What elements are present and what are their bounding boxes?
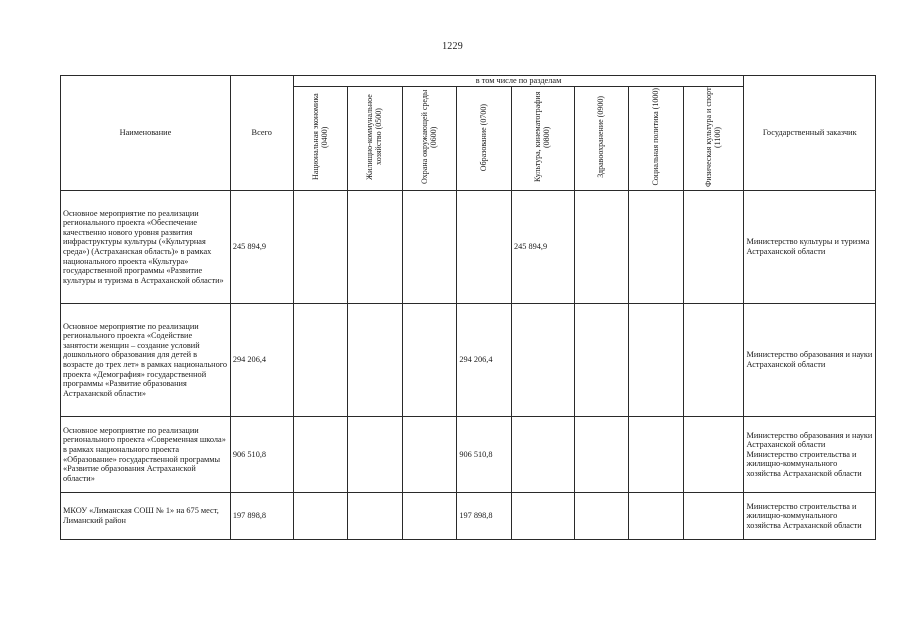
table-row <box>61 191 876 304</box>
row-value <box>402 304 457 417</box>
row-total: 906 510,8 <box>230 417 293 493</box>
header-total: Всего <box>230 76 293 191</box>
row-value <box>629 417 684 493</box>
section-label: Образование (0700) <box>478 103 488 171</box>
row-value <box>683 493 744 540</box>
table-header-row-1 <box>61 76 876 87</box>
row-value <box>348 417 403 493</box>
row-value <box>348 191 403 304</box>
row-value <box>293 304 348 417</box>
section-label: Национальная экономика (0400) <box>310 93 329 181</box>
table-row <box>61 493 876 540</box>
section-label: Социальная политика (1000) <box>650 88 660 186</box>
row-value <box>511 493 574 540</box>
row-value <box>511 304 574 417</box>
header-section-0700 <box>457 87 512 191</box>
page-number: 1229 <box>442 41 463 52</box>
row-value <box>683 191 744 304</box>
row-total: 245 894,9 <box>230 191 293 304</box>
section-label: Физическая культура и спорт (1100) <box>703 87 722 188</box>
row-value <box>683 304 744 417</box>
row-value <box>457 191 512 304</box>
header-section-0800 <box>511 87 574 191</box>
section-label: Жилищно-коммунальное хозяйство (0500) <box>365 94 383 181</box>
row-value <box>629 304 684 417</box>
header-section-0600 <box>402 87 457 191</box>
row-name: Основное мероприятие по реализации регионального проекта «Обеспечение качественно нового уровня развития инфраструктуры культуры («Культурная среда») (Астраханская область)» в рамках национального проекта «Культура» государственной программы «Развитие культуры и туризма в Астраханской области» <box>61 191 231 304</box>
row-value <box>402 417 457 493</box>
section-label: Охрана окружающей среды (0600) <box>419 90 438 185</box>
row-value <box>293 191 348 304</box>
row-customer: Министерство культуры и туризма Астраханской области <box>744 191 876 304</box>
header-customer: Государственный заказчик <box>744 76 876 191</box>
row-value <box>574 304 629 417</box>
row-value <box>293 493 348 540</box>
row-value: 294 206,4 <box>457 304 512 417</box>
section-label: Здравоохранение (0900) <box>596 96 606 179</box>
header-section-1100 <box>683 87 744 191</box>
row-value: 197 898,8 <box>457 493 512 540</box>
header-section-0500 <box>348 87 403 191</box>
header-section-0900 <box>574 87 629 191</box>
row-value <box>402 191 457 304</box>
budget-table <box>60 75 876 540</box>
row-value <box>574 191 629 304</box>
row-value <box>511 417 574 493</box>
header-name: Наименование <box>61 76 231 191</box>
row-value <box>402 493 457 540</box>
row-value <box>574 493 629 540</box>
row-value: 245 894,9 <box>511 191 574 304</box>
table-row <box>61 417 876 493</box>
row-value <box>629 191 684 304</box>
row-customer: Министерство строительства и жилищно-коммунального хозяйства Астраханской области <box>744 493 876 540</box>
row-customer: Министерство образования и науки Астраханской области Министерство строительства и жилищно-коммунального хозяйства Астраханской области <box>744 417 876 493</box>
row-value <box>348 304 403 417</box>
row-value: 906 510,8 <box>457 417 512 493</box>
row-total: 294 206,4 <box>230 304 293 417</box>
header-section-0400 <box>293 87 348 191</box>
row-customer: Министерство образования и науки Астраханской области <box>744 304 876 417</box>
row-name: Основное мероприятие по реализации регионального проекта «Содействие занятости женщин – создание условий дошкольного образования для детей в возрасте до трех лет» в рамках национального проекта «Демография» государственной программы «Развитие образования Астраханской области» <box>61 304 231 417</box>
row-value <box>574 417 629 493</box>
header-section-1000 <box>629 87 684 191</box>
header-sections-group: в том числе по разделам <box>293 76 744 87</box>
row-name: Основное мероприятие по реализации регионального проекта «Современная школа» в рамках национального проекта «Образование» государственной программы «Развитие образования Астраханской области» <box>61 417 231 493</box>
row-name: МКОУ «Лиманская СОШ № 1» на 675 мест, Лиманский район <box>61 493 231 540</box>
table-row <box>61 304 876 417</box>
row-value <box>683 417 744 493</box>
row-value <box>293 417 348 493</box>
row-value <box>348 493 403 540</box>
row-value <box>629 493 684 540</box>
row-total: 197 898,8 <box>230 493 293 540</box>
section-label: Культура, кинематография (0800) <box>532 92 551 183</box>
